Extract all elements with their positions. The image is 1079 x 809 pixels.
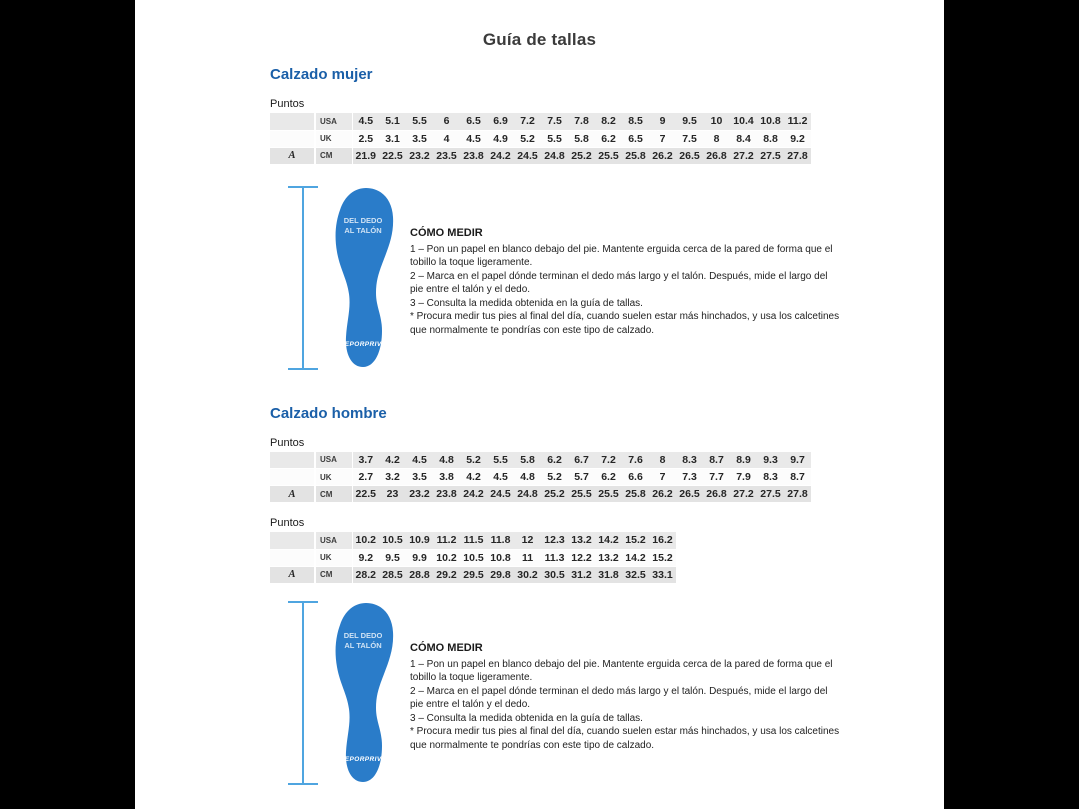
size-value: 2.7 [352, 469, 379, 486]
size-value: 30.5 [541, 566, 568, 583]
corner-cell: A [270, 486, 315, 503]
size-value: 26.2 [649, 486, 676, 503]
size-value: 25.8 [622, 147, 649, 164]
size-value: 7.8 [568, 113, 595, 130]
size-value: 31.8 [595, 566, 622, 583]
brand-logo-text: DEPORPRIVÉ [339, 340, 387, 348]
size-value: 16.2 [649, 532, 676, 549]
measure-step: * Procura medir tus pies al final del día, cuando suelen estar más hinchados, y usa los calcetines que normalmente te pondrías con este tipo de calzado. [410, 726, 840, 751]
size-row-cm [270, 147, 811, 164]
size-table-women [270, 113, 811, 165]
footprint-illustration [330, 186, 396, 370]
size-value: 3.1 [379, 130, 406, 147]
size-value: 4.2 [460, 469, 487, 486]
size-value: 23.8 [433, 486, 460, 503]
size-value: 24.8 [514, 486, 541, 503]
corner-cell [270, 452, 315, 469]
size-value: 5.7 [568, 469, 595, 486]
size-value: 12 [514, 532, 541, 549]
size-value: 4.9 [487, 130, 514, 147]
size-row-cm [270, 486, 811, 503]
size-value: 27.2 [730, 486, 757, 503]
size-value: 15.2 [649, 549, 676, 566]
ruler-bottom-cap [288, 368, 318, 370]
brand-logo-text: DEPORPRIVÉ [339, 755, 387, 763]
size-value: 4 [433, 130, 460, 147]
size-value: 7 [649, 469, 676, 486]
size-value: 26.8 [703, 486, 730, 503]
size-value: 9.5 [379, 549, 406, 566]
size-value: 7.3 [676, 469, 703, 486]
size-value: 5.1 [379, 113, 406, 130]
row-label: CM [315, 147, 352, 164]
size-value: 23.2 [406, 486, 433, 503]
ruler-line-icon [288, 601, 318, 785]
corner-cell [270, 113, 315, 130]
footprint-label [330, 631, 396, 651]
size-value: 24.2 [460, 486, 487, 503]
section-heading-men: Calzado hombre [270, 404, 387, 422]
size-value: 10.4 [730, 113, 757, 130]
measure-diagram-men [270, 601, 899, 787]
size-value: 6.7 [568, 452, 595, 469]
size-value: 4.5 [460, 130, 487, 147]
size-value: 13.2 [568, 532, 595, 549]
size-value: 23.5 [433, 147, 460, 164]
size-value: 7.6 [622, 452, 649, 469]
size-value: 6.2 [595, 130, 622, 147]
size-value: 3.7 [352, 452, 379, 469]
row-label: CM [315, 486, 352, 503]
puntos-label-women: Puntos [270, 98, 305, 110]
size-value: 23.8 [460, 147, 487, 164]
size-value: 25.5 [595, 486, 622, 503]
size-value: 8.3 [676, 452, 703, 469]
size-value: 6.5 [622, 130, 649, 147]
size-value: 24.8 [541, 147, 568, 164]
row-label: USA [315, 113, 352, 130]
size-row-uk [270, 469, 811, 486]
size-value: 29.2 [433, 566, 460, 583]
size-value: 26.5 [676, 486, 703, 503]
size-value: 3.2 [379, 469, 406, 486]
size-value: 4.8 [514, 469, 541, 486]
footprint-label-line2: AL TALÓN [344, 640, 382, 650]
size-value: 9.2 [352, 549, 379, 566]
size-value: 7.7 [703, 469, 730, 486]
size-value: 12.2 [568, 549, 595, 566]
size-value: 7.5 [541, 113, 568, 130]
size-value: 12.3 [541, 532, 568, 549]
size-value: 8 [649, 452, 676, 469]
size-value: 32.5 [622, 566, 649, 583]
measure-step: 1 – Pon un papel en blanco debajo del pie. Mantente erguida cerca de la pared de forma que el tobillo la toque ligeramente. [410, 658, 833, 683]
measure-step: * Procura medir tus pies al final del día, cuando suelen estar más hinchados, y usa los calcetines que normalmente te pondrías con este tipo de calzado. [410, 311, 840, 336]
how-to-measure-men [410, 641, 842, 753]
puntos-label-men-1: Puntos [270, 436, 305, 449]
size-value: 11.2 [433, 532, 460, 549]
section-heading-women: Calzado mujer [270, 66, 373, 83]
corner-cell [270, 549, 315, 566]
size-value: 2.5 [352, 130, 379, 147]
size-value: 9.5 [676, 113, 703, 130]
size-row-usa [270, 532, 676, 549]
size-value: 25.8 [622, 486, 649, 503]
how-to-measure-title: CÓMO MEDIR [410, 226, 483, 239]
page-content [135, 66, 944, 787]
footprint-illustration [330, 601, 396, 785]
size-value: 7 [649, 130, 676, 147]
size-value: 10.8 [757, 113, 784, 130]
size-value: 13.2 [595, 549, 622, 566]
size-value: 11.3 [541, 549, 568, 566]
size-value: 3.5 [406, 130, 433, 147]
size-value: 4.5 [352, 113, 379, 130]
row-label: USA [315, 452, 352, 469]
size-value: 9.9 [406, 549, 433, 566]
size-value: 15.2 [622, 532, 649, 549]
size-value: 4.5 [406, 452, 433, 469]
size-value: 10.2 [352, 532, 379, 549]
size-table-men-2 [270, 532, 676, 584]
size-value: 4.5 [487, 469, 514, 486]
size-value: 6.2 [595, 469, 622, 486]
corner-cell [270, 532, 315, 549]
size-value: 8.8 [757, 130, 784, 147]
size-value: 8.9 [730, 452, 757, 469]
size-value: 27.8 [784, 486, 811, 503]
size-value: 30.2 [514, 566, 541, 583]
measure-diagram-women [270, 186, 899, 372]
size-value: 5.5 [487, 452, 514, 469]
corner-cell: A [270, 147, 315, 164]
size-value: 8.3 [757, 469, 784, 486]
footprint-label-line1: DEL DEDO [343, 630, 383, 640]
size-value: 27.8 [784, 147, 811, 164]
measure-step: 2 – Marca en el papel dónde terminan el dedo más largo y el talón. Después, mide el largo del pie entre el talón y el dedo. [410, 685, 828, 710]
size-value: 5.5 [406, 113, 433, 130]
size-value: 27.2 [730, 147, 757, 164]
measure-step: 3 – Consulta la medida obtenida en la guía de tallas. [410, 712, 643, 724]
size-row-uk [270, 130, 811, 147]
size-value: 9.3 [757, 452, 784, 469]
size-value: 5.8 [514, 452, 541, 469]
row-label: UK [315, 130, 352, 147]
size-row-cm [270, 566, 676, 583]
size-value: 5.2 [514, 130, 541, 147]
size-value: 8 [703, 130, 730, 147]
size-value: 8.7 [784, 469, 811, 486]
size-value: 9 [649, 113, 676, 130]
measure-step: 1 – Pon un papel en blanco debajo del pie. Mantente erguida cerca de la pared de forma que el tobillo la toque ligeramente. [410, 243, 833, 268]
size-value: 33.1 [649, 566, 676, 583]
size-value: 25.5 [595, 147, 622, 164]
size-value: 23 [379, 486, 406, 503]
size-value: 10.5 [460, 549, 487, 566]
page-title: Guía de tallas [482, 30, 597, 49]
size-value: 6.9 [487, 113, 514, 130]
size-value: 25.2 [568, 147, 595, 164]
size-value: 3.8 [433, 469, 460, 486]
size-value: 8.5 [622, 113, 649, 130]
size-guide-page [135, 0, 944, 809]
size-value: 9.7 [784, 452, 811, 469]
size-value: 11.5 [460, 532, 487, 549]
size-value: 14.2 [595, 532, 622, 549]
size-value: 8.7 [703, 452, 730, 469]
how-to-measure-steps [410, 658, 842, 753]
ruler-bottom-cap [288, 783, 318, 785]
size-value: 25.2 [541, 486, 568, 503]
size-value: 5.2 [460, 452, 487, 469]
size-value: 11.2 [784, 113, 811, 130]
size-value: 31.2 [568, 566, 595, 583]
size-value: 24.5 [487, 486, 514, 503]
size-value: 7.2 [514, 113, 541, 130]
size-value: 28.8 [406, 566, 433, 583]
size-value: 10 [703, 113, 730, 130]
size-value: 8.4 [730, 130, 757, 147]
row-label: CM [315, 566, 352, 583]
size-value: 26.5 [676, 147, 703, 164]
size-row-usa [270, 113, 811, 130]
size-value: 25.5 [568, 486, 595, 503]
size-value: 6.6 [622, 469, 649, 486]
size-value: 10.8 [487, 549, 514, 566]
puntos-label-men-2: Puntos [270, 517, 305, 529]
size-value: 10.2 [433, 549, 460, 566]
size-value: 27.5 [757, 486, 784, 503]
size-value: 26.8 [703, 147, 730, 164]
footprint-label-line1: DEL DEDO [343, 215, 383, 225]
size-value: 7.5 [676, 130, 703, 147]
row-label: UK [315, 549, 352, 566]
size-value: 28.2 [352, 566, 379, 583]
ruler-vertical-line [302, 188, 304, 368]
size-value: 4.8 [433, 452, 460, 469]
size-value: 5.2 [541, 469, 568, 486]
measure-step: 2 – Marca en el papel dónde terminan el dedo más largo y el talón. Después, mide el largo del pie entre el talón y el dedo. [410, 270, 828, 295]
size-value: 23.2 [406, 147, 433, 164]
size-value: 27.5 [757, 147, 784, 164]
size-value: 10.5 [379, 532, 406, 549]
size-value: 29.5 [460, 566, 487, 583]
row-label: UK [315, 469, 352, 486]
size-value: 9.2 [784, 130, 811, 147]
size-value: 3.5 [406, 469, 433, 486]
size-value: 10.9 [406, 532, 433, 549]
how-to-measure-title: CÓMO MEDIR [410, 641, 483, 654]
corner-cell [270, 130, 315, 147]
size-value: 11 [514, 549, 541, 566]
size-value: 8.2 [595, 113, 622, 130]
corner-cell: A [270, 566, 315, 583]
size-value: 14.2 [622, 549, 649, 566]
size-row-usa [270, 452, 811, 469]
size-value: 24.2 [487, 147, 514, 164]
size-value: 21.9 [352, 147, 379, 164]
size-value: 22.5 [379, 147, 406, 164]
row-label: USA [315, 532, 352, 549]
size-value: 7.9 [730, 469, 757, 486]
size-value: 7.2 [595, 452, 622, 469]
measure-step: 3 – Consulta la medida obtenida en la guía de tallas. [410, 297, 643, 309]
how-to-measure-steps [410, 243, 842, 338]
footprint-label-line2: AL TALÓN [344, 225, 382, 235]
ruler-vertical-line [302, 603, 304, 783]
size-value: 28.5 [379, 566, 406, 583]
size-value: 24.5 [514, 147, 541, 164]
footprint-label [330, 216, 396, 236]
size-value: 29.8 [487, 566, 514, 583]
size-value: 6.5 [460, 113, 487, 130]
ruler-line-icon [288, 186, 318, 370]
size-value: 11.8 [487, 532, 514, 549]
size-value: 26.2 [649, 147, 676, 164]
how-to-measure-women [410, 226, 842, 338]
size-row-uk [270, 549, 676, 566]
size-value: 6 [433, 113, 460, 130]
size-value: 6.2 [541, 452, 568, 469]
size-value: 5.5 [541, 130, 568, 147]
size-value: 4.2 [379, 452, 406, 469]
size-value: 22.5 [352, 486, 379, 503]
size-value: 5.8 [568, 130, 595, 147]
corner-cell [270, 469, 315, 486]
size-table-men-1 [270, 452, 811, 504]
